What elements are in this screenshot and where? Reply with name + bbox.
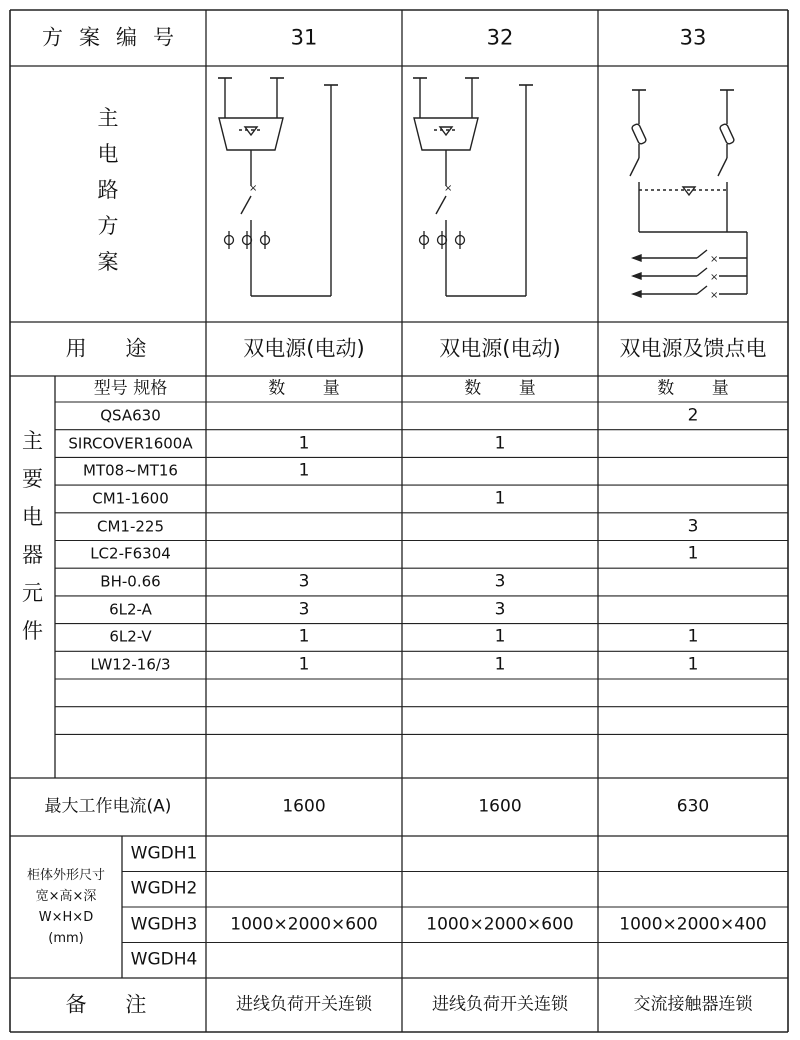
remark-value: 进线负荷开关连锁 — [432, 994, 568, 1015]
main-components-label: 主要电器元件 — [22, 429, 43, 643]
cabinet-model: WGDH1 — [130, 843, 198, 864]
component-model: LC2-F6304 — [90, 544, 171, 563]
remark-value: 交流接触器连锁 — [633, 994, 753, 1015]
scheme-number: 32 — [486, 25, 514, 50]
component-quantity: 3 — [298, 571, 310, 592]
component-quantity: 1 — [494, 433, 506, 454]
component-model: SIRCOVER1600A — [68, 434, 193, 453]
usage-value: 双电源及馈点电 — [619, 336, 767, 361]
component-quantity: 3 — [494, 599, 506, 620]
component-model: BH-0.66 — [100, 572, 161, 591]
cabinet-dimensions-label: 柜体外形尺寸 — [26, 868, 105, 883]
component-model: CM1-225 — [96, 517, 165, 536]
svg-text:×: × — [444, 183, 453, 194]
cabinet-model: WGDH2 — [130, 878, 198, 899]
component-quantity: 3 — [298, 599, 310, 620]
circuit-diagram-33 — [630, 90, 747, 301]
component-model: 6L2-A — [109, 600, 152, 619]
cabinet-dimension-value: 1000×2000×600 — [426, 914, 574, 935]
main-circuit-label: 主电路方案 — [97, 106, 119, 274]
svg-text:×: × — [710, 272, 719, 283]
component-quantity: 1 — [687, 543, 699, 564]
component-quantity: 1 — [494, 488, 506, 509]
svg-text:×: × — [249, 183, 258, 194]
component-quantity: 1 — [298, 654, 310, 675]
cabinet-dimension-value: 1000×2000×400 — [619, 914, 767, 935]
component-quantity: 2 — [687, 405, 699, 426]
component-model: MT08~MT16 — [83, 461, 178, 480]
scheme-number: 31 — [290, 25, 318, 50]
svg-text:×: × — [710, 254, 719, 265]
component-model: CM1-1600 — [92, 489, 169, 508]
cabinet-dimensions-label: W×H×D — [38, 910, 94, 925]
remark-value: 进线负荷开关连锁 — [236, 994, 372, 1015]
cabinet-dimension-value: 1000×2000×600 — [230, 914, 378, 935]
usage-value: 双电源(电动) — [243, 336, 365, 361]
spec-header: 型号 规格 — [93, 378, 168, 399]
svg-text:×: × — [710, 290, 719, 301]
component-quantity: 1 — [298, 433, 310, 454]
component-model: 6L2-V — [109, 627, 152, 646]
component-quantity: 1 — [687, 626, 699, 647]
quantity-header: 数 量 — [268, 378, 356, 399]
quantity-header: 数 量 — [657, 378, 745, 399]
cabinet-dimensions-label: (mm) — [48, 931, 84, 946]
quantity-header: 数 量 — [464, 378, 552, 399]
usage-value: 双电源(电动) — [439, 336, 561, 361]
scheme-number-label: 方案编号 — [42, 25, 190, 50]
cabinet-model: WGDH4 — [130, 949, 198, 970]
usage-label: 用 途 — [65, 336, 163, 361]
component-quantity: 3 — [494, 571, 506, 592]
scheme-number: 33 — [679, 25, 707, 50]
component-quantity: 1 — [494, 654, 506, 675]
remarks-label: 备 注 — [65, 992, 163, 1017]
component-quantity: 1 — [494, 626, 506, 647]
max-current-label: 最大工作电流(A) — [44, 796, 172, 817]
circuit-diagram-32 — [413, 78, 533, 296]
cabinet-dimensions-label: 宽×高×深 — [35, 889, 97, 904]
component-quantity: 1 — [298, 460, 310, 481]
max-current-value: 1600 — [478, 796, 522, 817]
component-quantity: 1 — [687, 654, 699, 675]
component-quantity: 1 — [298, 626, 310, 647]
max-current-value: 1600 — [282, 796, 326, 817]
component-model: QSA630 — [100, 406, 161, 425]
cabinet-model: WGDH3 — [130, 914, 198, 935]
component-quantity: 3 — [687, 516, 699, 537]
max-current-value: 630 — [676, 796, 710, 817]
circuit-diagram-31 — [218, 78, 338, 296]
component-model: LW12-16/3 — [90, 655, 171, 674]
